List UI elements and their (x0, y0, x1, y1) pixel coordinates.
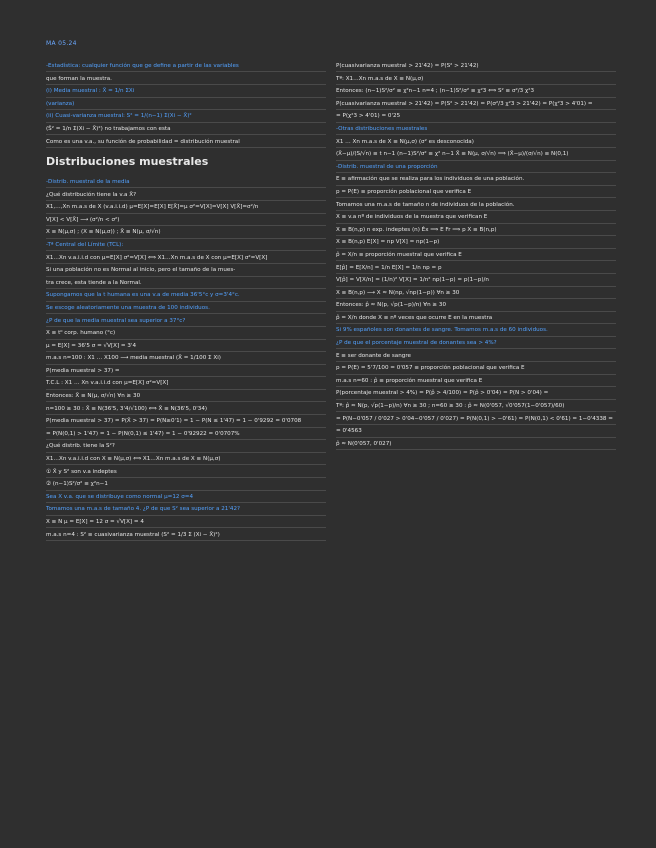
note-line: Como es una v.a., su función de probabilidad = distribución muestral (46, 138, 326, 148)
note-line: ¿Qué distrib. tiene la S²? (46, 442, 326, 452)
note-line: que forman la muestra. (46, 75, 326, 85)
note-line: p̂ ≈ N(0'057, 0'027) (336, 440, 616, 450)
note-line: X ≡ B(n,p) n exp. indeptes (n) Éx ⟹ E Fr ⟹ p X ≡ B(n,p) (336, 226, 616, 236)
note-line: ① X̄ y S² son v.a indeptes (46, 468, 326, 478)
note-line: Entonces: X̄ ≡ N(μ, σ/√n) ∀n ≥ 30 (46, 392, 326, 402)
note-line: V[p̂] = V[X/n] = (1/n)² V[X] = 1/n² np(1−p) = p(1−p)/n (336, 276, 616, 286)
note-line: (i) Media muestral : X̄ = 1/n ΣXi (46, 87, 326, 97)
note-line: = P(N(0,1) > 1'47) = 1 − P(N(0,1) ≤ 1'47) = 1 − 0'92922 = 0'0707% (46, 430, 326, 440)
note-line: ¿P de que el porcentaje muestral de donantes sea > 4%? (336, 339, 616, 349)
note-line: E[p̂] = E[X/n] = 1/n E[X] = 1/n np = p (336, 264, 616, 274)
note-line: ¿Qué distribución tiene la v.a X̄? (46, 191, 326, 201)
note-line: X ≡ N μ = E[X] = 12 σ = √V[X] = 4 (46, 518, 326, 528)
page-date: MA 05.24 (46, 40, 77, 47)
note-line: -Distrib. muestral de una proporción (336, 163, 616, 173)
note-line: P(cuasivarianza muestral > 21'42) = P(S² > 21'42) (336, 62, 616, 72)
note-line: X ≡ t⁰ corp. humano (°c) (46, 329, 326, 339)
note-line: Tª: p̂ ≈ N(p, √p(1−p)/n) ∀n ≥ 30 ; n=60 ≥ 30 : p̂ ≈ N(0'057, √0'057(1−0'057)/60) (336, 402, 616, 412)
note-line: -Estadística: cualquier función que ge define a partir de las variables (46, 62, 326, 72)
note-line: (X̄−μ)/(S/√n) ≡ t n−1 (n−1)S²/σ² ≡ χ² n−1 X̄ ≡ N(μ, σ/√n) ⟹ (X̄−μ)/(σ/√n) ≡ N(0,1) (336, 150, 616, 160)
note-line: Entonces: (n−1)S²/σ² ≡ χ²n−1 n=4 ; (n−1)S²/σ² ≡ χ²3 ⟺ S² ≡ σ²/3 χ²3 (336, 87, 616, 97)
right-column (336, 62, 616, 452)
note-line: Se escoge aleatoriamente una muestra de 100 individuos. (46, 304, 326, 314)
note-line: Tomamos una m.a.s de tamaño n de individuos de la población. (336, 201, 616, 211)
note-line: X ≡ B(n,p) E[X] = np V[X] = np(1−p) (336, 238, 616, 248)
note-line: E ≡ afirmación que se realiza para los individuos de una población. (336, 175, 616, 185)
note-line: p̂ = X/n ≡ proporción muestral que verifica E (336, 251, 616, 261)
note-line: m.a.s n=100 : X1 … X100 ⟶ media muestral (X̄ = 1/100 Σ Xi) (46, 354, 326, 364)
note-line: (varianza) (46, 100, 326, 110)
note-line: X ≡ N(μ,σ) ; (X ≡ N(μ,σ)) ; X̄ ≡ N(μ, σ/√n) (46, 228, 326, 238)
note-line: -Distrib. muestral de la media (46, 178, 326, 188)
note-line: Tª: X1…Xn m.a.s de X ≡ N(μ,σ) (336, 75, 616, 85)
note-line: Si una población no es Normal al inicio, pero el tamaño de la mues- (46, 266, 326, 276)
note-line: X ≡ B(n,p) ⟶ X ≈ N(np, √np(1−p)) ∀n ≥ 30 (336, 289, 616, 299)
note-line: P(cuasivarianza muestral > 21'42) = P(S² > 21'42) = P(σ²/3 χ²3 > 21'42) = P(χ²3 > 4'01) = (336, 100, 616, 110)
note-line: tra crece, esta tiende a la Normal. (46, 279, 326, 289)
note-line: m.a.s n=60 : p̂ ≡ proporción muestral que verifica E (336, 377, 616, 387)
note-line: V[X] < V[X̄] ⟶ (σ²/n < σ²) (46, 216, 326, 226)
note-line: P(media muestral > 37) = (46, 367, 326, 377)
note-line: X1 … Xn m.a.s de X ≡ N(μ,σ) (σ² es desconocida) (336, 138, 616, 148)
note-line: = P(χ²3 > 4'01) = 0'25 (336, 112, 616, 122)
note-line: P(porcentaje muestral > 4%) = P(p̂ > 4/100) = P(p̂ > 0'04) = P(N > 0'04) = (336, 389, 616, 399)
note-line: Entonces: p̂ ≈ N(p, √p(1−p)/n) ∀n ≥ 30 (336, 301, 616, 311)
note-line: X ≡ v.a nº de individuos de la muestra que verifican E (336, 213, 616, 223)
note-line: T.C.L : X1 … Xn v.a.i.i.d con μ=E[X] σ²=V[X] (46, 379, 326, 389)
note-line: p = P(E) ≡ proporción poblacional que verifica E (336, 188, 616, 198)
note-line: P(media muestral > 37) = P(X̄ > 37) = P(N≥0'1) = 1 − P(N ≤ 1'47) = 1 − 0'9292 = 0'0708 (46, 417, 326, 427)
note-line: Supongamos que la t humana es una v.a de media 36'5°c y σ=3'4°c. (46, 291, 326, 301)
note-line: (S̃² = 1/n Σ(Xi − X̄)²) no trabajamos con esta (46, 125, 326, 135)
note-line: n=100 ≥ 30 : X̄ ≡ N(36'5, 3'4/√100) ⟺ X̄ ≡ N(36'5, 0'34) (46, 405, 326, 415)
note-line: ¿P de que la media muestral sea superior a 37°c? (46, 317, 326, 327)
note-line: Si 9% españoles son donantes de sangre. Tomamos m.a.s de 60 individuos. (336, 326, 616, 336)
note-line: μ = E[X] = 36'5 σ = √V[X] = 3'4 (46, 342, 326, 352)
note-line: m.a.s n=4 : S² ≡ cuasivarianza muestral (S² = 1/3 Σ (Xi − X̄)²) (46, 531, 326, 541)
note-line: (ii) Cuasi-varianza muestral: S² = 1/(n−1) Σ(Xi − X̄)² (46, 112, 326, 122)
note-line: -Tª Central del Límite (TCL): (46, 241, 326, 251)
note-line: X1…Xn v.a.i.i.d con μ=E[X] σ²=V[X] ⟺ X1…Xn m.a.s de X con μ=E[X] σ²=V[X] (46, 254, 326, 264)
note-line: = P(N−0'057 / 0'027 > 0'04−0'057 / 0'027) = P(N(0,1) > −0'61) = P(N(0,1) < 0'61) = 1−0'4338 = (336, 415, 616, 425)
note-line: = 0'4563 (336, 427, 616, 437)
note-line: ② (n−1)S²/σ² ≡ χ²n−1 (46, 480, 326, 490)
section-heading: Distribuciones muestrales (46, 154, 209, 168)
note-line: X1,…,Xn m.a.s de X (v.a.i.i.d) μ=E[X]=E[X] E[X̄]=μ σ²=V[X]=V[X] V[X̄]=σ²/n (46, 203, 326, 213)
note-line: E ≡ ser donante de sangre (336, 352, 616, 362)
note-line: Tomamos una m.a.s de tamaño 4. ¿P de que S² sea superior a 21'42? (46, 505, 326, 515)
note-line: X1…Xn v.a.i.i.d con X ≡ N(μ,σ) ⟺ X1…Xn m.a.s de X ≡ N(μ,σ) (46, 455, 326, 465)
left-column (46, 62, 326, 543)
note-line: p̂ = X/n donde X ≡ nº veces que ocurre E en la muestra (336, 314, 616, 324)
note-line: p = P(E) = 5'7/100 = 0'057 ≡ proporción poblacional que verifica E (336, 364, 616, 374)
note-line: -Otras distribuciones muestrales (336, 125, 616, 135)
note-line: Sea X v.a. que se distribuye como normal μ=12 σ=4 (46, 493, 326, 503)
